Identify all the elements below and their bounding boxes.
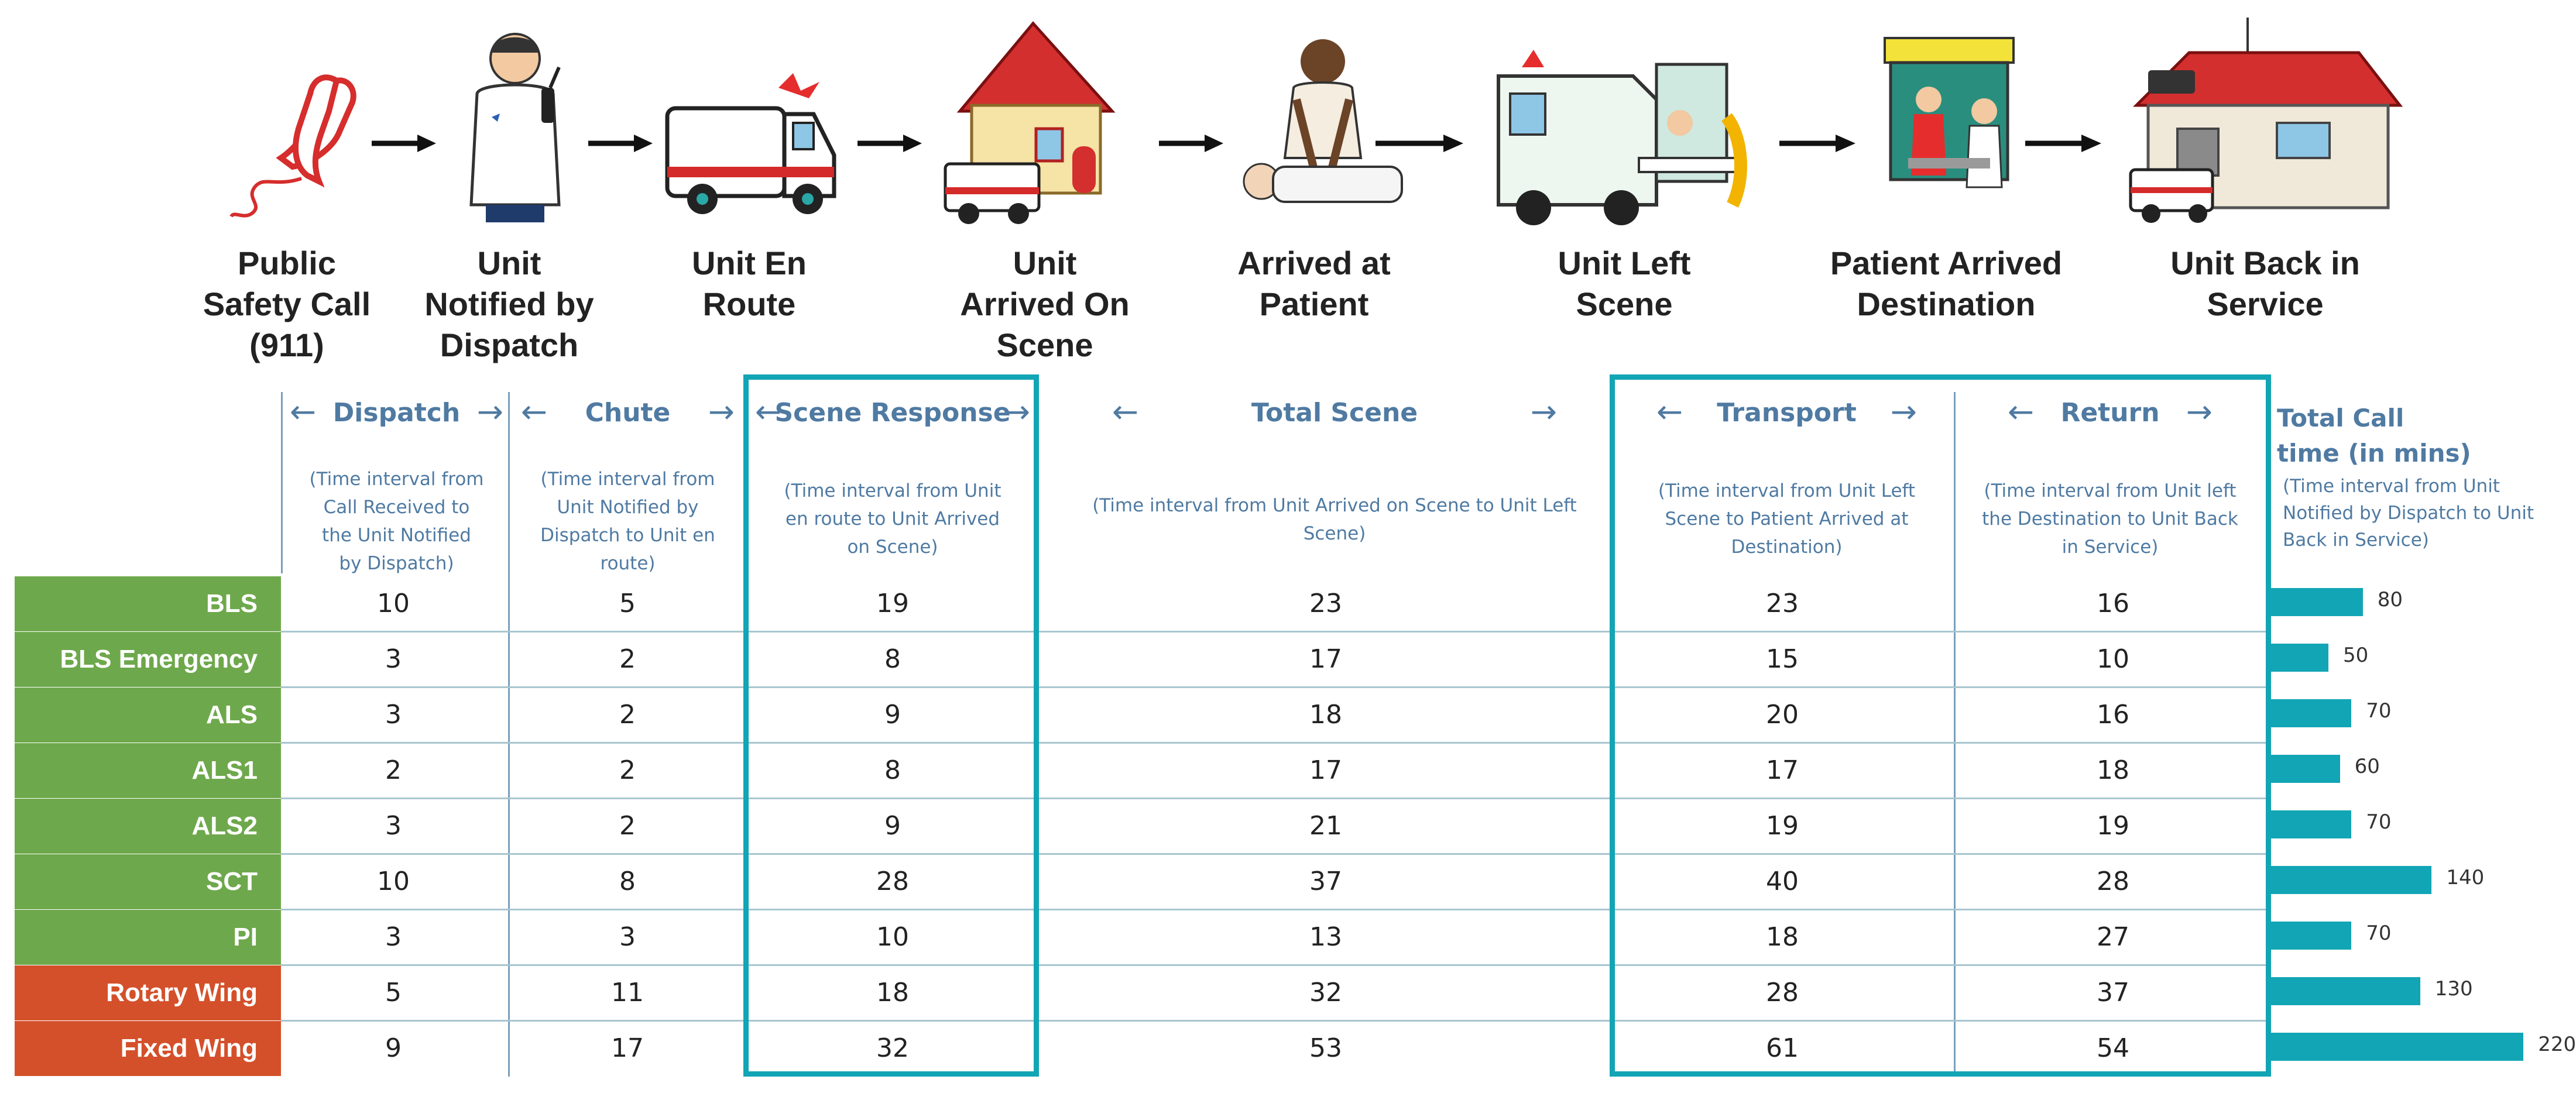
loading-patient-icon [1487, 12, 1768, 234]
stage-label: Unit Left Scene [1558, 245, 1691, 322]
table-cell: 19 [2097, 811, 2129, 841]
table-cell: 3 [385, 644, 402, 674]
total-call-time-desc: (Time interval from Unit Notified by Dispatch to Unit Back in Service) [2283, 476, 2534, 551]
table-cell: 2 [619, 644, 636, 674]
table-cell: 19 [876, 589, 909, 618]
total-time-value: 220 [2538, 1033, 2576, 1056]
total-time-value: 80 [2377, 588, 2403, 611]
table-cell: 32 [1309, 978, 1342, 1008]
total-time-value: 140 [2446, 866, 2485, 889]
table-cell: 3 [385, 922, 402, 952]
stage-label: Unit Notified by Dispatch [424, 245, 594, 363]
table-cell: 17 [1766, 755, 1799, 785]
table-cell: 18 [2097, 755, 2129, 785]
flow-arrow-icon [2025, 132, 2101, 155]
stage-label: Unit Arrived On Scene [960, 245, 1130, 363]
total-time-bar [2271, 588, 2363, 616]
house-ambulance-icon [937, 12, 1130, 234]
table-cell: 17 [1309, 644, 1342, 674]
arrow-right-icon: → [2186, 393, 2213, 430]
total-time-value: 70 [2366, 922, 2392, 945]
table-cell: 15 [1766, 644, 1799, 674]
ambulance-icon [656, 12, 849, 234]
table-cell: 2 [619, 811, 636, 841]
table-cell: 61 [1766, 1033, 1799, 1063]
table-cell: 8 [884, 755, 901, 785]
table-cell: 16 [2097, 589, 2129, 618]
telephone-icon [199, 12, 392, 234]
interval-name: ← Chute → [521, 393, 735, 430]
emergency-entrance-icon [1858, 12, 2052, 234]
table-cell: 2 [619, 700, 636, 730]
scene-response-highlight [743, 374, 1039, 1077]
total-time-bar [2271, 1033, 2523, 1061]
table-cell: 9 [884, 811, 901, 841]
table-cell: 27 [2097, 922, 2129, 952]
arrow-right-icon: → [1530, 393, 1557, 430]
total-time-bar [2271, 644, 2328, 672]
interval-name: ← Total Scene → [1112, 393, 1557, 430]
table-cell: 32 [876, 1033, 909, 1063]
table-cell: 28 [876, 867, 909, 896]
table-cell: 8 [884, 644, 901, 674]
table-cell: 9 [385, 1033, 402, 1063]
table-cell: 3 [385, 811, 402, 841]
table-cell: 28 [2097, 867, 2129, 896]
transport-return-highlight [1610, 374, 2271, 1077]
table-cell: 23 [1766, 589, 1799, 618]
stage-label: Unit Back in Service [2170, 245, 2360, 322]
flow-arrow-icon [1376, 132, 1463, 155]
table-cell: 18 [1766, 922, 1799, 952]
table-cell: 53 [1309, 1033, 1342, 1063]
arrow-right-icon: → [476, 393, 503, 430]
column-divider [508, 392, 510, 1077]
table-cell: 10 [2097, 644, 2129, 674]
interval-desc: (Time interval from Unit Arrived on Scene to Unit Left Scene) [1092, 495, 1577, 544]
table-cell: 18 [876, 978, 909, 1008]
stage-label: Unit En Route [692, 245, 807, 322]
total-time-bar [2271, 810, 2351, 838]
arrow-right-icon: → [708, 393, 735, 430]
table-cell: 13 [1309, 922, 1342, 952]
arrow-left-icon: ← [755, 393, 782, 430]
interval-name: ← Scene Response → [755, 393, 1030, 430]
table-cell: 16 [2097, 700, 2129, 730]
table-cell: 19 [1766, 811, 1799, 841]
flow-arrow-icon [372, 132, 436, 155]
table-cell: 8 [619, 867, 636, 896]
stage-label: Patient Arrived Destination [1830, 245, 2063, 322]
table-cell: 37 [1309, 867, 1342, 896]
arrow-left-icon: ← [1112, 393, 1139, 430]
table-cell: 37 [2097, 978, 2129, 1008]
cpr-icon [1226, 12, 1419, 234]
interval-desc: (Time interval from Unit Notified by Dispatch to Unit en route) [540, 469, 715, 574]
table-cell: 23 [1309, 589, 1342, 618]
row-label: SCT [15, 854, 281, 909]
table-cell: 11 [611, 978, 644, 1008]
table-cell: 18 [1309, 700, 1342, 730]
table-cell: 2 [385, 755, 402, 785]
table-cell: 9 [884, 700, 901, 730]
stage-label: Public Safety Call (911) [203, 245, 371, 363]
table-cell: 5 [385, 978, 402, 1008]
row-label: ALS [15, 688, 281, 742]
total-time-value: 60 [2354, 755, 2380, 778]
total-time-bar [2271, 922, 2351, 950]
total-time-bar [2271, 755, 2340, 783]
dispatcher-icon [421, 12, 615, 234]
row-label: Rotary Wing [15, 965, 281, 1020]
arrow-left-icon: ← [1656, 393, 1683, 430]
arrow-right-icon: → [1890, 393, 1917, 430]
row-label: ALS2 [15, 799, 281, 854]
row-label: BLS [15, 576, 281, 631]
stage-label: Arrived at Patient [1237, 245, 1391, 322]
station-icon [2125, 12, 2417, 234]
interval-name: ← Dispatch → [290, 393, 503, 430]
table-cell: 10 [876, 922, 909, 952]
total-call-time-title: Total Call time (in mins) [2277, 404, 2471, 468]
flow-arrow-icon [1159, 132, 1223, 155]
table-cell: 10 [377, 867, 410, 896]
total-time-bar [2271, 866, 2431, 894]
flow-arrow-icon [857, 132, 922, 155]
table-cell: 3 [385, 700, 402, 730]
table-cell: 20 [1766, 700, 1799, 730]
table-cell: 17 [1309, 755, 1342, 785]
interval-desc: (Time interval from Unit Left Scene to Patient Arrived at Destination) [1658, 480, 1916, 558]
interval-name: ← Transport → [1656, 393, 1917, 430]
flow-arrow-icon [1779, 132, 1855, 155]
row-label: PI [15, 910, 281, 965]
total-time-value: 70 [2366, 810, 2392, 834]
table-cell: 5 [619, 589, 636, 618]
row-label: Fixed Wing [15, 1021, 281, 1076]
interval-desc: (Time interval from Unit en route to Unit Arrived on Scene) [784, 480, 1001, 558]
total-time-bar [2271, 977, 2420, 1005]
table-cell: 28 [1766, 978, 1799, 1008]
interval-name: ← Return → [2008, 393, 2213, 430]
arrow-right-icon: → [1003, 393, 1030, 430]
table-cell: 17 [611, 1033, 644, 1063]
interval-desc: (Time interval from Call Received to the Unit Notified by Dispatch) [309, 469, 484, 574]
row-label: BLS Emergency [15, 632, 281, 687]
total-time-value: 130 [2434, 977, 2473, 1001]
arrow-left-icon: ← [290, 393, 317, 430]
table-cell: 2 [619, 755, 636, 785]
interval-desc: (Time interval from Unit left the Destination to Unit Back in Service) [1982, 480, 2238, 558]
table-cell: 40 [1766, 867, 1799, 896]
flow-arrow-icon [588, 132, 653, 155]
total-time-bar [2271, 699, 2351, 727]
column-divider [281, 392, 283, 573]
arrow-left-icon: ← [2008, 393, 2035, 430]
total-time-value: 50 [2343, 644, 2369, 667]
table-cell: 54 [2097, 1033, 2129, 1063]
row-label: ALS1 [15, 743, 281, 798]
table-cell: 3 [619, 922, 636, 952]
table-cell: 10 [377, 589, 410, 618]
total-time-value: 70 [2366, 699, 2392, 723]
table-cell: 21 [1309, 811, 1342, 841]
arrow-left-icon: ← [521, 393, 548, 430]
